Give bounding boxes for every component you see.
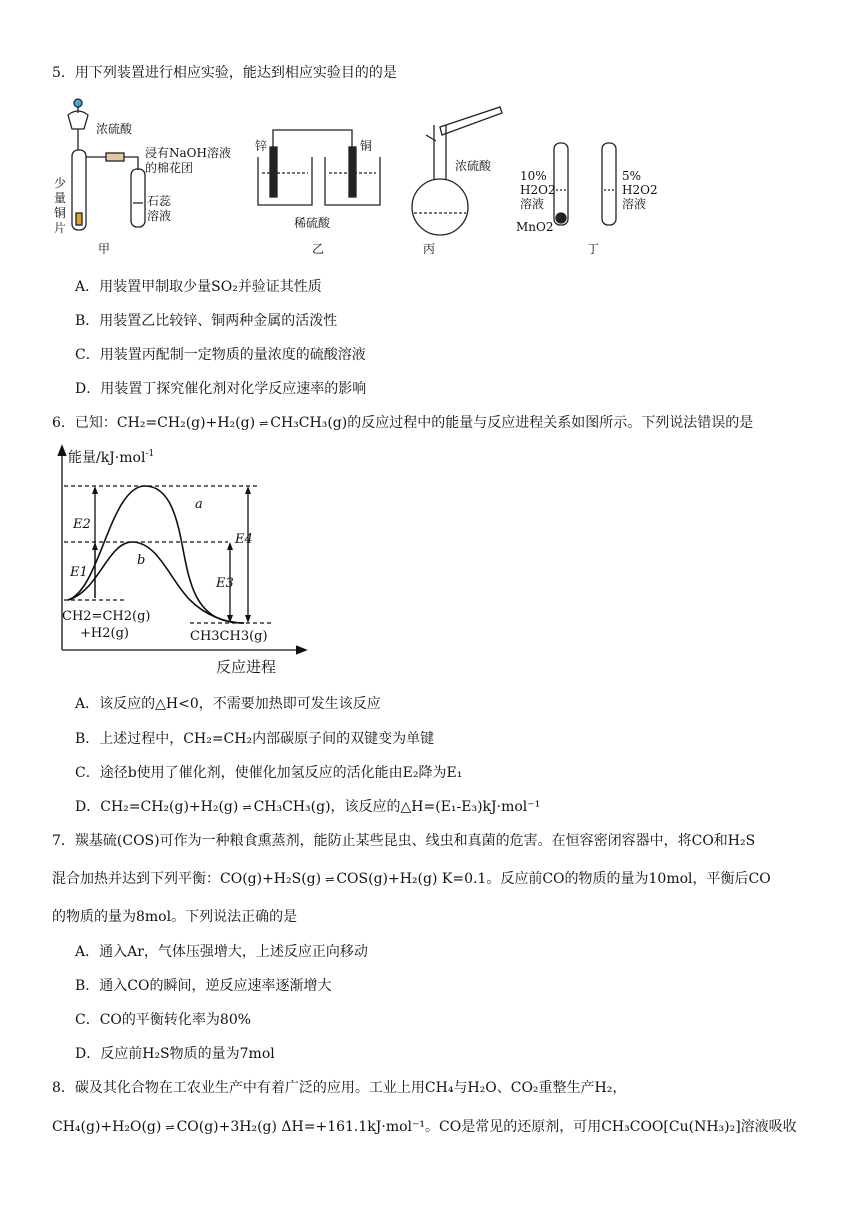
q7-line-1: 7．羰基硫(COS)可作为一种粮食熏蒸剂，能防止某些昆虫、线虫和真菌的危害。在恒容密闭容器中，将CO和H₂S: [52, 833, 756, 849]
reversible-arrow-icon: ⇌: [242, 801, 250, 814]
q7-option-b[interactable]: B．通入CO的瞬间，逆反应速率逐渐增大: [75, 978, 332, 994]
equilibrium-arrow-icon: ⇌: [325, 873, 333, 886]
label-reactant-2: +H2(g): [80, 626, 129, 641]
apparatus-ding: [554, 143, 616, 225]
caption-bing: 丙: [423, 242, 436, 256]
caption-yi: 乙: [312, 242, 325, 256]
q5-apparatus-figure: [50, 95, 690, 260]
label-b: b: [137, 553, 146, 568]
label-10pct: 10%: [520, 169, 547, 183]
x-axis-arrow-icon: [296, 646, 306, 654]
y-axis-label: 能量/kJ·mol$^{-1}$: [68, 449, 155, 466]
q7-option-d[interactable]: D．反应前H₂S物质的量为7mol: [75, 1046, 275, 1062]
q8-line-2: CH₄(g)+H₂O(g) ⇌ CO(g)+3H₂(g) ΔH=+161.1kJ·mol⁻¹。CO是常见的还原剂，可用CH₃COO[Cu(NH₃)₂]溶液吸收: [52, 1119, 797, 1135]
q5-option-d[interactable]: D．用装置丁探究催化剂对化学反应速率的影响: [75, 381, 367, 397]
label-solution-2: 溶液: [622, 197, 647, 211]
label-dilute-h2so4: 稀硫酸: [294, 216, 331, 230]
label-copper: 铜: [360, 139, 373, 153]
q5-option-b[interactable]: B．用装置乙比较锌、铜两种金属的活泼性: [75, 313, 338, 329]
label-litmus-1: 石蕊: [147, 194, 172, 208]
label-conc-h2so4-jia: 浓硫酸: [96, 122, 133, 136]
q6-option-d[interactable]: D．CH₂=CH₂(g)+H₂(g) ⇌ CH₃CH₃(g)，该反应的△H=(E₁-E₃)kJ·mol⁻¹: [75, 799, 541, 815]
label-E3: E3: [216, 576, 234, 591]
q7-option-c[interactable]: C．CO的平衡转化率为80%: [75, 1012, 252, 1028]
y-axis-arrow-icon: [58, 446, 66, 456]
q6-option-c[interactable]: C．途径b使用了催化剂，使催化加氢反应的活化能由E₂降为E₁: [75, 765, 463, 781]
label-a: a: [195, 497, 203, 512]
label-solution-1: 溶液: [520, 197, 545, 211]
q6-option-b[interactable]: B．上述过程中，CH₂=CH₂内部碳原子间的双键变为单键: [75, 731, 435, 747]
label-E1: E1: [70, 565, 88, 580]
label-5pct: 5%: [622, 169, 642, 183]
reversible-arrow-icon: ⇌: [259, 417, 267, 430]
label-copper-2: 量: [54, 191, 67, 205]
label-naoh-cotton-1: 浸有NaOH溶液: [145, 146, 231, 160]
label-litmus-2: 溶液: [147, 209, 172, 223]
label-zinc: 锌: [255, 139, 268, 153]
label-product: CH3CH3(g): [190, 629, 268, 644]
q6-option-a[interactable]: A．该反应的△H<0，不需要加热即可发生该反应: [75, 696, 381, 712]
label-E2: E2: [73, 517, 91, 532]
label-copper-1: 少: [54, 176, 67, 190]
q5-option-c[interactable]: C．用装置丙配制一定物质的量浓度的硫酸溶液: [75, 347, 366, 363]
label-mno2: MnO2: [516, 220, 554, 234]
label-copper-4: 片: [54, 221, 67, 235]
caption-ding: 丁: [587, 242, 600, 256]
q8-line-1: 8．碳及其化合物在工农业生产中有着广泛的应用。工业上用CH₄与H₂O、CO₂重整生产H₂，: [52, 1080, 627, 1096]
q6-stem: 6．已知：CH₂=CH₂(g)+H₂(g) ⇌ CH₃CH₃(g)的反应过程中的能量与反应进程关系如图所示。下列说法错误的是: [52, 415, 754, 431]
q6-energy-diagram: [40, 440, 320, 685]
label-E4: E4: [235, 532, 253, 547]
apparatus-jia: [68, 99, 145, 230]
label-h2o2-1: H2O2: [520, 183, 556, 197]
q7-option-a[interactable]: A．通入Ar，气体压强增大，上述反应正向移动: [75, 944, 368, 960]
caption-jia: 甲: [98, 242, 111, 256]
equilibrium-arrow-icon: ⇌: [165, 1121, 173, 1134]
q5-stem: 5．用下列装置进行相应实验，能达到相应实验目的的是: [52, 65, 397, 81]
label-conc-h2so4-bing: 浓硫酸: [455, 159, 492, 173]
label-copper-3: 铜: [54, 206, 67, 220]
q7-line-2: 混合加热并达到下列平衡：CO(g)+H₂S(g) ⇌ COS(g)+H₂(g) K=0.1。反应前CO的物质的量为10mol，平衡后CO: [52, 871, 771, 887]
label-naoh-cotton-2: 的棉花团: [145, 161, 194, 175]
q7-line-3: 的物质的量为8mol。下列说法正确的是: [52, 909, 298, 925]
x-axis-label: 反应进程: [216, 658, 277, 676]
label-reactant-1: CH2=CH2(g): [62, 609, 151, 624]
label-h2o2-2: H2O2: [622, 183, 658, 197]
q5-option-a[interactable]: A．用装置甲制取少量SO₂并验证其性质: [75, 279, 322, 295]
